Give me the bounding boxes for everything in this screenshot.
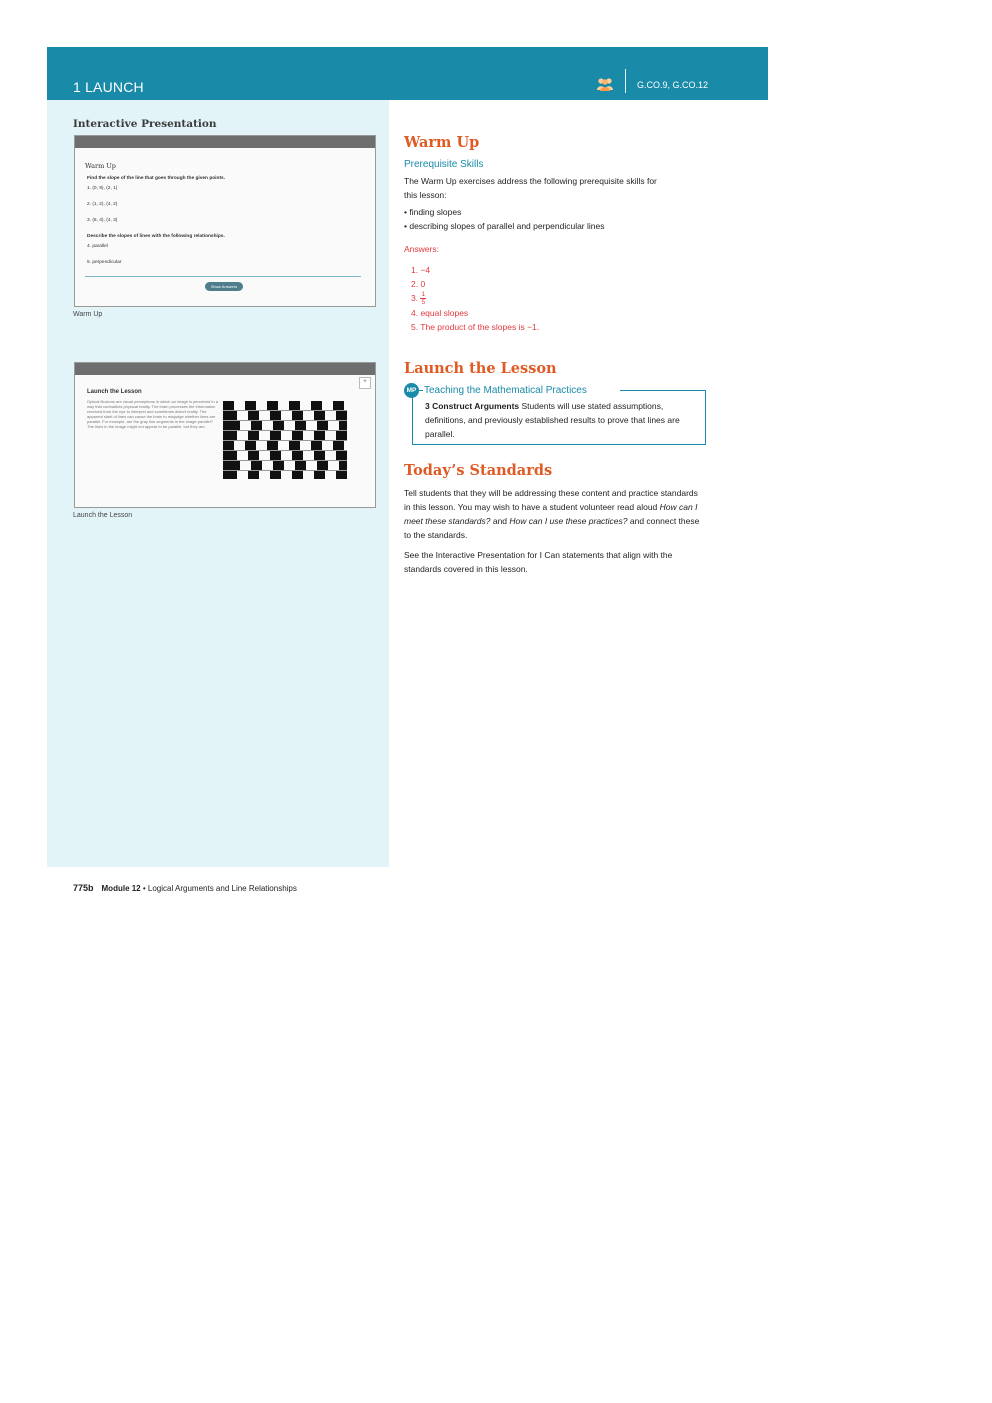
- checker-tile: [248, 451, 259, 460]
- checker-tile: [223, 461, 229, 470]
- checker-tile: [273, 461, 284, 470]
- sidebar-heading: Interactive Presentation: [73, 118, 217, 130]
- checker-tile: [223, 421, 229, 430]
- checker-tile: [223, 431, 226, 440]
- checker-tile: [292, 451, 303, 460]
- checker-tile: [248, 431, 259, 440]
- mp-heading: Teaching the Mathematical Practices: [424, 385, 587, 396]
- slide-title-bar: [75, 363, 375, 375]
- mp-body: Students will use stated assumptions, definitions, and previously established results to prove that lines are parallel.: [425, 401, 680, 439]
- answer-item: 5. The product of the slopes is −1.: [411, 322, 540, 333]
- checker-tile: [317, 421, 328, 430]
- checker-tile: [317, 461, 328, 470]
- module-title: Logical Arguments and Line Relationships: [147, 884, 297, 893]
- mortar-line: [223, 410, 347, 411]
- fraction-denominator: 5: [421, 299, 426, 307]
- checker-tile: [336, 431, 347, 440]
- checker-tile: [314, 411, 325, 420]
- checker-tile: [292, 411, 303, 420]
- mp-bold: 3 Construct Arguments: [425, 401, 520, 411]
- mortar-line: [223, 440, 347, 441]
- checker-tile: [336, 451, 347, 460]
- answer-item: [411, 291, 539, 306]
- checker-tile: [226, 471, 237, 479]
- fraction-numerator: 1: [421, 291, 426, 299]
- checker-tile: [267, 441, 278, 450]
- standards-codes: G.CO.9, G.CO.12: [637, 80, 709, 90]
- mortar-line: [223, 420, 347, 421]
- answer-item: 4. equal slopes: [411, 308, 469, 319]
- answers-list: [411, 263, 539, 334]
- answer-number: 3.: [411, 293, 419, 303]
- slide-rule: [85, 276, 361, 277]
- intro-line: this lesson:: [404, 190, 447, 200]
- warm-up-intro: [404, 174, 704, 202]
- checker-tile: [295, 421, 306, 430]
- checker-tile: [314, 451, 325, 460]
- module-label: Module 12: [101, 884, 141, 893]
- skills-list: [404, 205, 605, 233]
- warm-up-heading: Warm Up: [404, 134, 480, 151]
- section-header: [47, 47, 768, 100]
- footer-separator: •: [140, 884, 148, 893]
- checker-tile: [223, 471, 226, 479]
- answer-item: 2. 0: [411, 279, 426, 289]
- slide-describe: Describe the slopes of lines with the following relationships.: [87, 234, 225, 239]
- checker-tile: [339, 421, 347, 430]
- text-run: How can I meet these standards?: [404, 502, 698, 526]
- mathematical-practices-box: [412, 390, 706, 445]
- prerequisite-skills-heading: Prerequisite Skills: [404, 159, 484, 170]
- checker-tile: [229, 461, 240, 470]
- checker-tile: [248, 411, 259, 420]
- checker-tile: [223, 441, 234, 450]
- slide-title-bar: [75, 136, 375, 148]
- checker-tile: [314, 431, 325, 440]
- checker-tile: [292, 471, 303, 479]
- checker-tile: [289, 401, 300, 410]
- slide-instruction: Find the slope of the line that goes through the given points.: [87, 176, 226, 181]
- checker-tile: [270, 471, 281, 479]
- checker-tile: [251, 461, 262, 470]
- slide-text: Optical illusions are visual perceptions in which an image is perceived in a way that contradicts physical reality. The brain processes the information received from the eye to interpret and sometimes distort reality. The apparent slant of lines can cause the brain to misjudge whether lines are parallel. For example, are the gray line segments in the image parallel? The lines in the image might not appear to be parallel, but they are.: [87, 399, 218, 429]
- answer-item: 1. −4: [411, 265, 431, 275]
- group-icon: [596, 77, 614, 91]
- checker-tile: [333, 441, 344, 450]
- checker-tile: [223, 451, 226, 460]
- slide-item: 3. (6, 4), (4, 3): [87, 218, 118, 223]
- page-footer: [73, 883, 297, 893]
- checker-tile: [333, 401, 344, 410]
- standards-heading: Today’s Standards: [404, 462, 553, 479]
- checker-tile: [226, 431, 237, 440]
- mortar-line: [223, 470, 347, 471]
- list-item: • describing slopes of parallel and perpendicular lines: [404, 221, 605, 231]
- checker-tile: [223, 401, 234, 410]
- checker-tile: [226, 451, 237, 460]
- header-divider: [625, 69, 626, 93]
- launch-caption: Launch the Lesson: [73, 512, 133, 519]
- mortar-line: [223, 430, 347, 431]
- slide-item: 1. (0, 9), (2, 1): [87, 186, 118, 191]
- checker-tile: [295, 461, 306, 470]
- text-run: How can I use these practices?: [509, 516, 628, 526]
- list-item: • finding slopes: [404, 207, 462, 217]
- section-title: 1 LAUNCH: [73, 79, 144, 95]
- slide-item: 4. parallel: [87, 244, 108, 249]
- warm-up-caption: Warm Up: [73, 311, 103, 318]
- checker-tile: [273, 421, 284, 430]
- box-border: [620, 390, 706, 391]
- slide-title: Warm Up: [85, 162, 116, 170]
- checker-tile: [336, 411, 347, 420]
- checker-tile: [339, 461, 347, 470]
- mortar-line: [223, 450, 347, 451]
- optical-illusion-image: [223, 401, 347, 479]
- checker-tile: [267, 401, 278, 410]
- slide-item: 5. perpendicular: [87, 260, 122, 265]
- checker-tile: [270, 451, 281, 460]
- checker-tile: [292, 431, 303, 440]
- expand-icon[interactable]: +: [359, 377, 371, 389]
- mortar-line: [223, 460, 347, 461]
- text-run: Tell students that they will be addressing these content and practice standards in this lesson. You may wish to have a student volunteer read aloud: [404, 488, 698, 512]
- answers-label: Answers:: [404, 244, 439, 254]
- launch-lesson-slide[interactable]: [74, 362, 376, 508]
- page-number: 775b: [73, 883, 94, 893]
- checker-tile: [229, 421, 240, 430]
- mp-badge-icon: MP: [404, 383, 419, 398]
- interactive-presentation-sidebar: [47, 100, 389, 867]
- launch-heading: Launch the Lesson: [404, 360, 557, 377]
- checker-tile: [270, 411, 281, 420]
- mp-text: [425, 399, 695, 441]
- checker-tile: [245, 441, 256, 450]
- checker-tile: [311, 441, 322, 450]
- checker-tile: [226, 411, 237, 420]
- checker-tile: [245, 401, 256, 410]
- intro-line: The Warm Up exercises address the following prerequisite skills for: [404, 176, 657, 186]
- checker-tile: [270, 431, 281, 440]
- text-run: and connect these to the standards.: [404, 516, 700, 540]
- checker-tile: [311, 401, 322, 410]
- slide-title: Launch the Lesson: [87, 389, 142, 395]
- checker-tile: [248, 471, 259, 479]
- checker-tile: [314, 471, 325, 479]
- standards-paragraph-1: [404, 486, 700, 542]
- show-answers-button[interactable]: Show Answers: [205, 282, 243, 291]
- checker-tile: [336, 471, 347, 479]
- warm-up-slide[interactable]: [74, 135, 376, 307]
- slide-item: 2. (1, 2), (4, 2): [87, 202, 118, 207]
- checker-tile: [223, 411, 226, 420]
- fraction: [420, 291, 426, 306]
- standards-paragraph-2: See the Interactive Presentation for I Can statements that align with the standards covered in this lesson.: [404, 550, 673, 574]
- checker-tile: [251, 421, 262, 430]
- checker-tile: [289, 441, 300, 450]
- text-run: and: [490, 516, 510, 526]
